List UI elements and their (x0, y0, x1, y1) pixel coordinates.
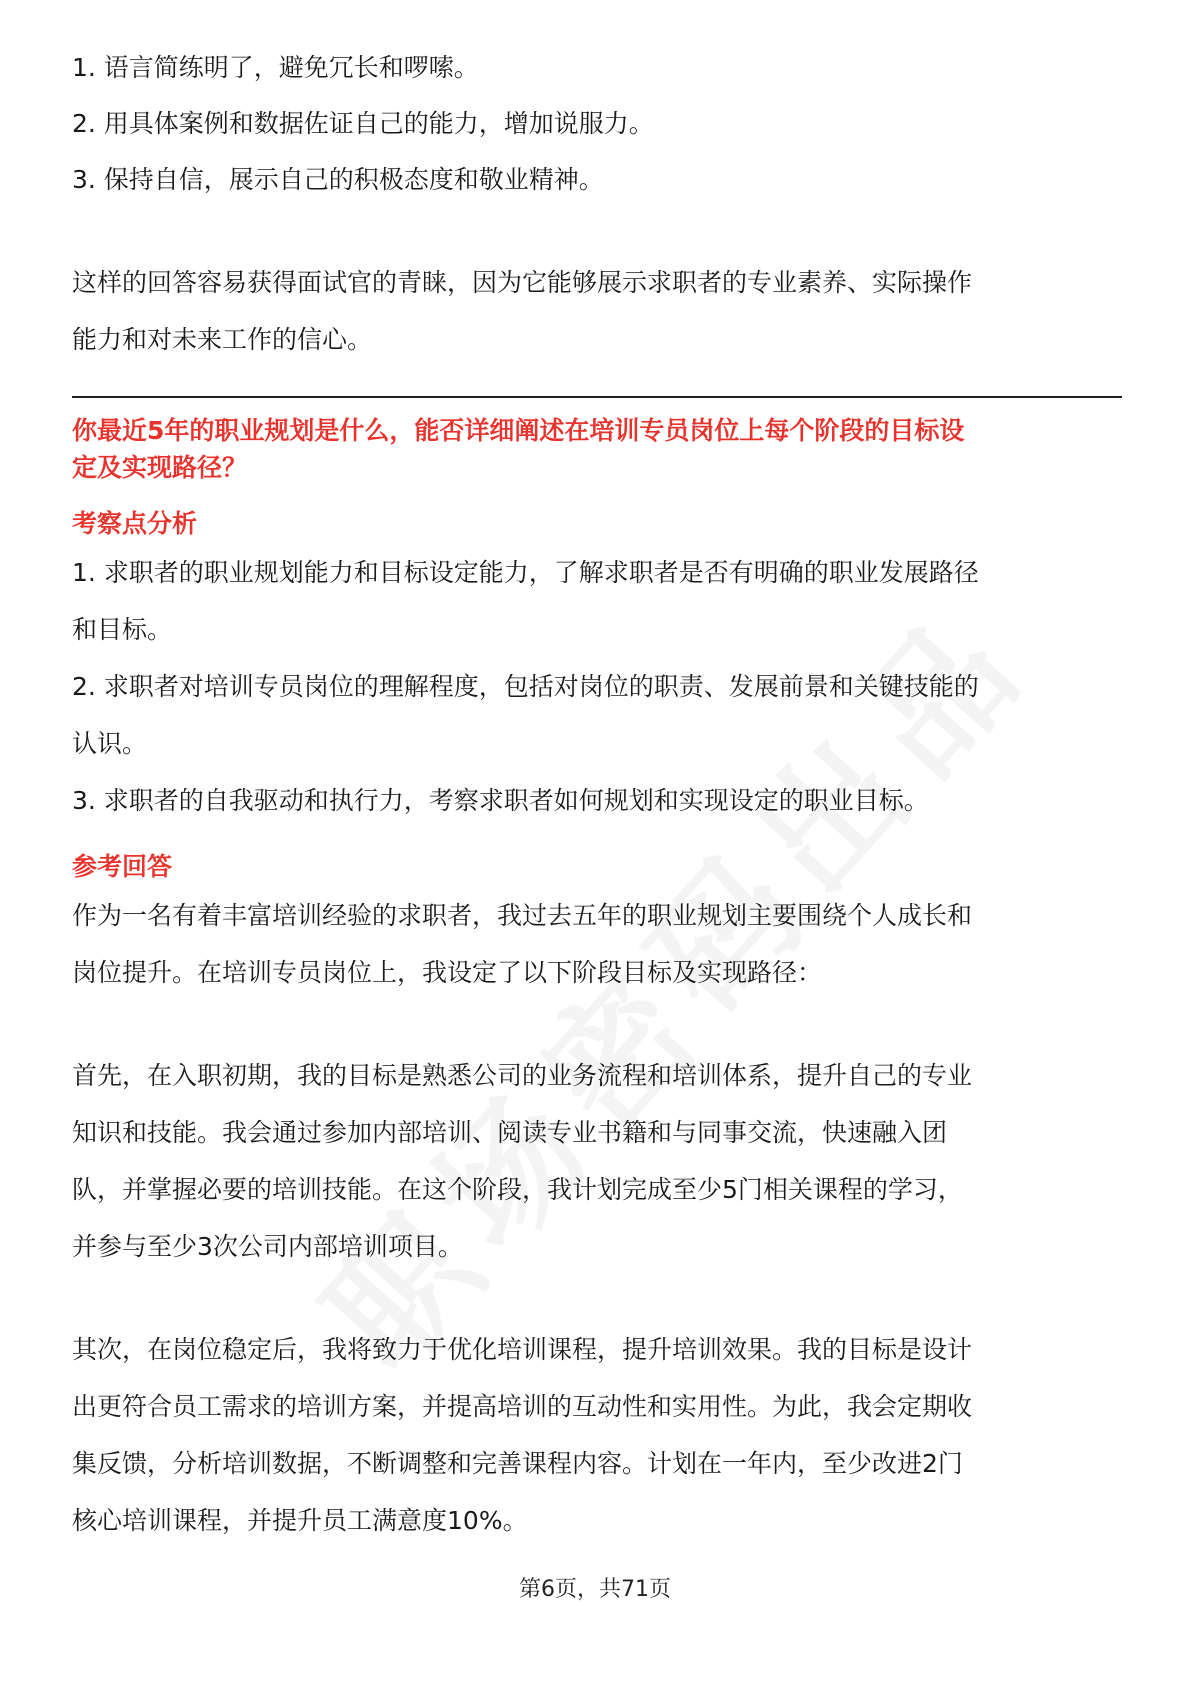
question-heading-line: 定及实现路径？ (72, 453, 248, 482)
answer-line: 其次，在岗位稳定后，我将致力于优化培训课程，提升培训效果。我的目标是设计 (72, 1335, 973, 1364)
analysis-line: 和目标。 (72, 615, 173, 644)
answer-line: 知识和技能。我会通过参加内部培训、阅读专业书籍和与同事交流，快速融入团 (72, 1118, 948, 1147)
list-item: 2. 用具体案例和数据佐证自己的能力，增加说服力。 (72, 109, 654, 138)
answer-line: 首先，在入职初期，我的目标是熟悉公司的业务流程和培训体系，提升自己的专业 (72, 1061, 973, 1090)
summary-line: 能力和对未来工作的信心。 (72, 325, 373, 354)
answer-line: 岗位提升。在培训专员岗位上，我设定了以下阶段目标及实现路径： (72, 958, 823, 987)
analysis-line: 认识。 (72, 729, 148, 758)
spacer (72, 1001, 1122, 1047)
page-number-footer: 第6页，共71页 (519, 1577, 671, 1602)
analysis-line: 2. 求职者对培训专员岗位的理解程度，包括对岗位的职责、发展前景和关键技能的 (72, 672, 979, 701)
answer-line: 集反馈，分析培训数据，不断调整和完善课程内容。计划在一年内，至少改进2门 (72, 1449, 963, 1478)
spacer (72, 1275, 1122, 1321)
section-divider (72, 396, 1122, 398)
answer-line: 核心培训课程，并提升员工满意度10%。 (72, 1506, 528, 1535)
answer-title: 参考回答 (72, 852, 173, 881)
analysis-line: 3. 求职者的自我驱动和执行力，考察求职者如何规划和实现设定的职业目标。 (72, 786, 929, 815)
spacer (72, 208, 1122, 254)
analysis-line: 1. 求职者的职业规划能力和目标设定能力，了解求职者是否有明确的职业发展路径 (72, 558, 979, 587)
answer-line: 并参与至少3次公司内部培训项目。 (72, 1232, 463, 1261)
summary-line: 这样的回答容易获得面试官的青睐，因为它能够展示求职者的专业素养、实际操作 (72, 268, 973, 297)
document-page (72, 40, 1122, 1549)
analysis-title: 考察点分析 (72, 509, 198, 538)
list-item: 1. 语言简练明了，避免冗长和啰嗦。 (72, 53, 479, 82)
list-item: 3. 保持自信，展示自己的积极态度和敬业精神。 (72, 165, 604, 194)
answer-line: 作为一名有着丰富培训经验的求职者，我过去五年的职业规划主要围绕个人成长和 (72, 901, 973, 930)
answer-line: 队，并掌握必要的培训技能。在这个阶段，我计划完成至少5门相关课程的学习， (72, 1175, 963, 1204)
question-heading-line: 你最近5年的职业规划是什么，能否详细阐述在培训专员岗位上每个阶段的目标设 (72, 416, 965, 445)
answer-line: 出更符合员工需求的培训方案，并提高培训的互动性和实用性。为此，我会定期收 (72, 1392, 973, 1421)
